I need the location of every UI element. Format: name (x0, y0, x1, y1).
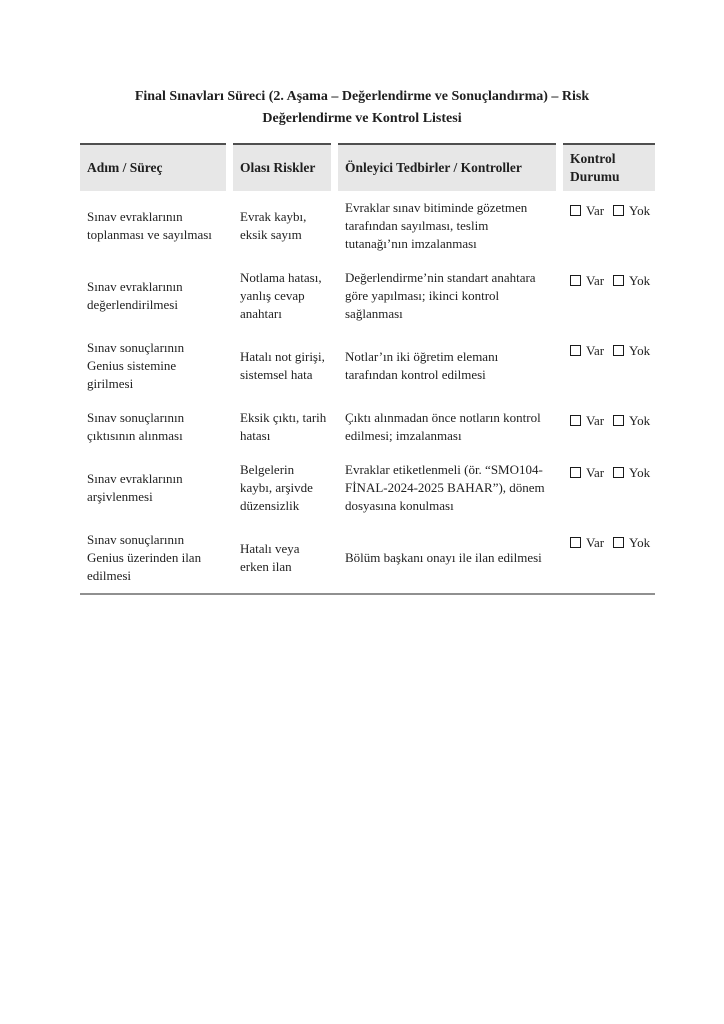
risk-control-table (73, 143, 662, 593)
controls-cell: Evraklar etiketlenmeli (ör. “SMO104-FİNAL-2024-2025 BAHAR”), dönem dosyasına konulması (345, 462, 545, 513)
checkbox-yok-label: Yok (629, 273, 651, 288)
table-row (80, 523, 655, 593)
checkbox-var-icon (570, 275, 581, 286)
controls-cell: Değerlendirme’nin standart anahtara göre yapılması; ikinci kontrol sağlanması (345, 270, 536, 321)
checkbox-var-label: Var (586, 273, 605, 288)
column-header-status: Kontrol Durumu (563, 143, 655, 191)
checkbox-yok-label: Yok (629, 465, 651, 480)
checkbox-yok-icon (613, 537, 624, 548)
risks-cell: Notlama hatası, yanlış cevap anahtarı (240, 270, 322, 321)
controls-cell: Notlar’ın iki öğretim elemanı tarafından kontrol edilmesi (345, 349, 499, 382)
checkbox-var-label: Var (586, 343, 605, 358)
checkbox-var-icon (570, 345, 581, 356)
checkbox-var-icon (570, 467, 581, 478)
document-title: Final Sınavları Süreci (2. Aşama – Değerlendirme ve Sonuçlandırma) – Risk Değerlendirme ve Kontrol Listesi (134, 89, 590, 126)
checkbox-var-icon (570, 415, 581, 426)
checkbox-var-label: Var (586, 535, 605, 550)
risks-cell: Evrak kaybı, eksik sayım (240, 209, 307, 242)
controls-cell: Çıktı alınmadan önce notların kontrol edilmesi; imzalanması (345, 410, 541, 443)
table-row (80, 453, 655, 523)
checkbox-var-label: Var (586, 465, 605, 480)
controls-cell: Evraklar sınav bitiminde gözetmen tarafından sayılması, teslim tutanağı’nın imzalanması (345, 200, 528, 251)
step-cell: Sınav sonuçlarının Genius sistemine girilmesi (87, 340, 185, 391)
status-cell (563, 523, 655, 593)
step-cell: Sınav sonuçlarının çıktısının alınması (87, 410, 185, 443)
status-cell (563, 401, 655, 453)
column-header-step: Adım / Süreç (80, 143, 226, 191)
status-cell (563, 453, 655, 523)
checkbox-var-label: Var (586, 413, 605, 428)
checkbox-yok-icon (613, 275, 624, 286)
status-cell (563, 331, 655, 401)
column-header-risks: Olası Riskler (233, 143, 331, 191)
step-cell: Sınav evraklarının arşivlenmesi (87, 471, 183, 504)
risks-cell: Hatalı not girişi, sistemsel hata (240, 349, 325, 382)
table-header-row (80, 143, 655, 191)
checkbox-yok-label: Yok (629, 203, 651, 218)
table-row (80, 401, 655, 453)
checkbox-yok-label: Yok (629, 343, 651, 358)
checkbox-var-icon (570, 205, 581, 216)
checkbox-var-icon (570, 537, 581, 548)
risks-cell: Belgelerin kaybı, arşivde düzensizlik (240, 462, 313, 513)
table-row (80, 331, 655, 401)
table-bottom-rule (80, 593, 655, 595)
table-row (80, 261, 655, 331)
step-cell: Sınav sonuçlarının Genius üzerinden ilan edilmesi (87, 532, 202, 583)
table-row (80, 191, 655, 261)
status-cell (563, 191, 655, 261)
risks-cell: Hatalı veya erken ilan (240, 541, 300, 574)
risks-cell: Eksik çıktı, tarih hatası (240, 410, 327, 443)
checkbox-var-label: Var (586, 203, 605, 218)
controls-cell: Bölüm başkanı onayı ile ilan edilmesi (345, 550, 542, 565)
checkbox-yok-icon (613, 415, 624, 426)
step-cell: Sınav evraklarının toplanması ve sayılması (87, 209, 212, 242)
checkbox-yok-label: Yok (629, 413, 651, 428)
column-header-controls: Önleyici Tedbirler / Kontroller (338, 143, 556, 191)
status-cell (563, 261, 655, 331)
step-cell: Sınav evraklarının değerlendirilmesi (87, 279, 183, 312)
checkbox-yok-icon (613, 205, 624, 216)
checkbox-yok-icon (613, 467, 624, 478)
checkbox-yok-label: Yok (629, 535, 651, 550)
checkbox-yok-icon (613, 345, 624, 356)
